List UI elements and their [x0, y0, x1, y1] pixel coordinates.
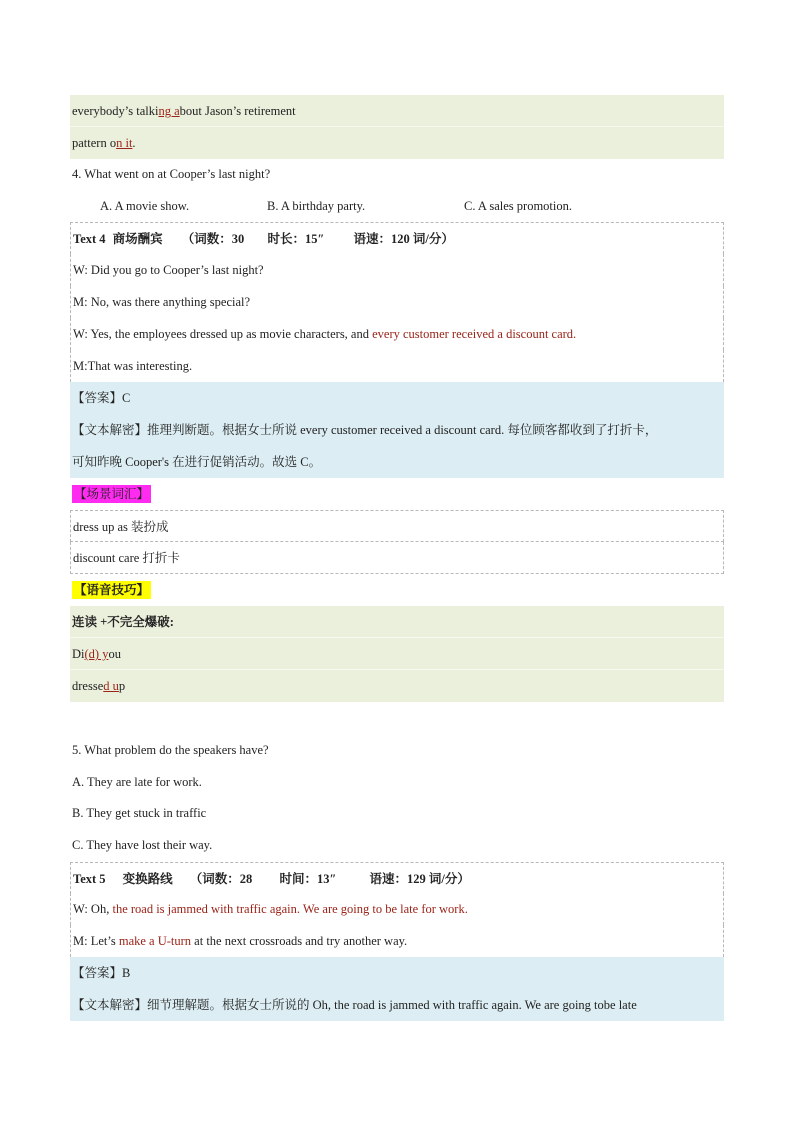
phonetic-example — [70, 670, 724, 702]
dialogue-line — [70, 925, 724, 957]
text-label: Text 4 — [73, 232, 106, 246]
q5-option-b: B. They get stuck in traffic — [72, 806, 207, 820]
vocab-item: discount care 打折卡 — [70, 542, 724, 574]
question-4: 4. What went on at Cooper’s last night? — [72, 167, 271, 181]
answer: 【答案】C — [70, 382, 724, 414]
dialogue-line — [70, 893, 724, 925]
vocab-item: dress up as 装扮成 — [70, 510, 724, 542]
q5-option-a: A. They are late for work. — [72, 775, 202, 789]
text-segment: M: Let’s — [73, 934, 119, 948]
q4-option-b: B. A birthday party. — [267, 199, 366, 213]
text-segment: p — [118, 679, 126, 693]
explanation: 【文本解密】推理判断题。根据女士所说 every customer received a discount card. 每位顾客都收到了打折卡， — [70, 414, 724, 446]
text-segment: Di — [72, 647, 85, 661]
speech-rate: 语速：129 词/分） — [369, 872, 470, 886]
duration: 时间：13″ — [279, 872, 337, 886]
text4-heading — [70, 222, 724, 254]
word-count: （词数：28 — [189, 872, 253, 886]
duration: 时长：15″ — [267, 232, 325, 246]
phonetic-tag: 【语音技巧】 — [74, 583, 150, 597]
key-phrase: make a U-turn — [118, 934, 192, 948]
dialogue-line: M: No, was there anything special? — [70, 286, 724, 318]
text-segment: . — [132, 136, 136, 150]
text-segment: ou — [108, 647, 121, 661]
dialogue-line: W: Did you go to Cooper’s last night? — [70, 254, 724, 286]
key-sentence: the road is jammed with traffic again. We are going to be late for work. — [112, 902, 468, 916]
text-segment: everybody’s talki — [72, 104, 159, 118]
text-segment: at the next crossroads and try another way. — [191, 934, 408, 948]
phonetic-heading: 连读 +不完全爆破: — [70, 606, 724, 638]
dialogue-line — [70, 127, 724, 159]
dialogue-line — [70, 95, 724, 127]
phonetic-example — [70, 638, 724, 670]
linking-mark: d u — [103, 679, 119, 693]
text-title: 变换路线 — [122, 872, 173, 886]
dialogue-line: M:That was interesting. — [70, 350, 724, 382]
text-segment: dresse — [72, 679, 104, 693]
explanation: 可知昨晚 Cooper's 在进行促销活动。故选 C。 — [70, 446, 724, 478]
key-sentence: every customer received a discount card. — [372, 327, 577, 341]
q4-option-c: C. A sales promotion. — [464, 199, 572, 213]
question-5: 5. What problem do the speakers have? — [72, 743, 269, 757]
linking-mark: n it — [116, 136, 133, 150]
text-segment: W: Oh, — [73, 902, 113, 916]
phonetic-tag-row — [72, 574, 151, 606]
text5-heading — [70, 862, 724, 894]
explanation: 【文本解密】细节理解题。根据女士所说的 Oh, the road is jammed with traffic again. We are going tobe late — [70, 989, 724, 1021]
text-label: Text 5 — [73, 872, 106, 886]
speech-rate: 语速：120 词/分） — [353, 232, 454, 246]
text-title: 商场酬宾 — [112, 232, 163, 246]
word-count: （词数：30 — [181, 232, 245, 246]
q5-option-c: C. They have lost their way. — [72, 838, 213, 852]
text-segment: W: Yes, the employees dressed up as movie characters, and — [73, 327, 373, 341]
text-segment: bout Jason’s retirement — [179, 104, 296, 118]
text-segment: pattern o — [72, 136, 117, 150]
answer: 【答案】B — [70, 957, 724, 989]
q4-option-a: A. A movie show. — [100, 199, 190, 213]
vocab-tag-row — [72, 478, 151, 510]
linking-mark: ng a — [158, 104, 180, 118]
dialogue-line — [70, 318, 724, 350]
vocab-tag: 【场景词汇】 — [74, 487, 150, 501]
linking-mark: (d) y — [84, 647, 109, 661]
